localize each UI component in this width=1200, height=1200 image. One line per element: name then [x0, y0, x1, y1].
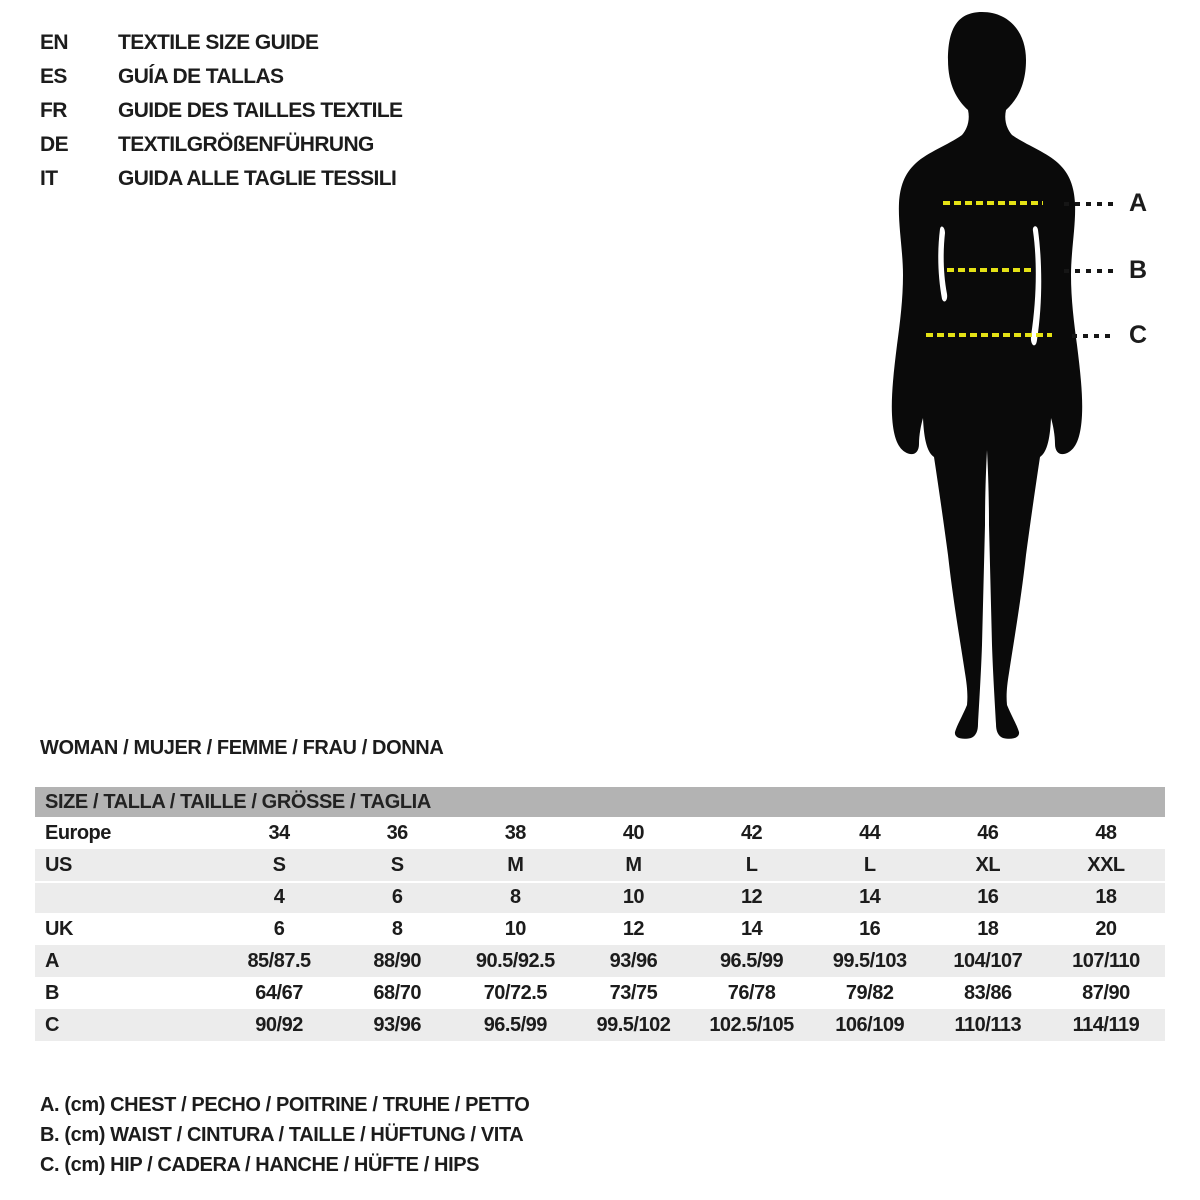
size-cell: 73/75 [609, 981, 658, 1004]
size-cell: 4 [273, 885, 285, 908]
size-cell: 90.5/92.5 [475, 949, 555, 972]
language-code: FR [40, 99, 67, 122]
size-table-header: SIZE / TALLA / TAILLE / GRÖSSE / TAGLIA [35, 787, 1165, 817]
marker-label-a: A [1128, 189, 1148, 217]
size-cell: 44 [859, 821, 881, 844]
size-cell: 6 [273, 917, 285, 940]
woman-silhouette-figure [860, 5, 1120, 740]
waist-measure-dash-yellow [947, 268, 1035, 272]
row-label: A [45, 949, 59, 972]
size-cell: 14 [859, 885, 881, 908]
size-cell: 99.5/102 [596, 1013, 671, 1036]
row-label: C [45, 1013, 59, 1036]
size-cell: 70/72.5 [483, 981, 547, 1004]
size-cell: 48 [1095, 821, 1117, 844]
size-cell: 34 [268, 821, 290, 844]
language-row [40, 60, 402, 94]
size-cell: 85/87.5 [247, 949, 311, 972]
marker-label-b: B [1128, 256, 1148, 284]
size-cell: M [507, 853, 524, 876]
size-cell: 99.5/103 [832, 949, 907, 972]
language-title: GUIDA ALLE TAGLIE TESSILI [118, 167, 397, 190]
row-label: Europe [45, 821, 111, 844]
language-title-block [40, 26, 402, 196]
language-code: DE [40, 133, 68, 156]
size-cell: S [390, 853, 404, 876]
size-cell: 16 [859, 917, 881, 940]
size-cell: 96.5/99 [719, 949, 784, 972]
language-row [40, 94, 402, 128]
hip-measure-dash-yellow [926, 333, 1052, 337]
table-row-waist-b [35, 977, 1165, 1009]
size-cell: 20 [1095, 917, 1117, 940]
marker-label-c: C [1128, 321, 1148, 349]
legend-line-chest: A. (cm) CHEST / PECHO / POITRINE / TRUHE / PETTO [40, 1094, 530, 1116]
size-cell: L [745, 853, 758, 876]
hip-leader-dots [1072, 334, 1116, 338]
row-label: B [45, 981, 59, 1004]
row-label: UK [45, 917, 73, 940]
size-cell: 38 [504, 821, 526, 844]
waist-leader-dots [1064, 269, 1116, 273]
size-cell: 87/90 [1082, 981, 1130, 1004]
table-row-us-numeric [35, 881, 1165, 913]
measurement-legend [40, 1090, 529, 1180]
size-cell: 18 [1095, 885, 1117, 908]
chest-measure-dash-yellow [943, 201, 1043, 205]
size-cell: L [863, 853, 876, 876]
table-row-chest-a [35, 945, 1165, 977]
size-cell: 68/70 [373, 981, 421, 1004]
size-cell: 76/78 [727, 981, 776, 1004]
size-cell: 18 [977, 917, 999, 940]
size-cell: S [272, 853, 286, 876]
size-cell: 106/109 [835, 1013, 905, 1036]
size-cell: 12 [740, 885, 763, 908]
language-row [40, 162, 402, 196]
size-cell: 40 [622, 821, 645, 844]
size-cell: 46 [977, 821, 999, 844]
size-cell: 10 [622, 885, 645, 908]
language-title: GUIDE DES TAILLES TEXTILE [118, 99, 403, 122]
legend-line-waist: B. (cm) WAIST / CINTURA / TAILLE / HÜFTUNG / VITA [40, 1124, 524, 1146]
language-title: TEXTILGRÖßENFÜHRUNG [118, 133, 374, 156]
language-row [40, 128, 402, 162]
size-cell: 93/96 [609, 949, 658, 972]
size-cell: 96.5/99 [483, 1013, 547, 1036]
size-cell: 36 [386, 821, 408, 844]
size-cell: 8 [391, 917, 403, 940]
size-cell: 114/119 [1072, 1013, 1140, 1036]
language-row [40, 26, 402, 60]
size-cell: XL [975, 853, 1001, 876]
size-cell: 79/82 [845, 981, 894, 1004]
size-cell: 42 [740, 821, 763, 844]
size-table [35, 787, 1165, 1041]
size-cell: 6 [391, 885, 403, 908]
language-code: IT [40, 167, 58, 190]
size-cell: 12 [622, 917, 645, 940]
legend-line-hip: C. (cm) HIP / CADERA / HANCHE / HÜFTE / HIPS [40, 1154, 480, 1176]
language-title: TEXTILE SIZE GUIDE [118, 31, 319, 54]
size-cell: 64/67 [255, 981, 303, 1004]
size-cell: 8 [510, 885, 521, 908]
size-cell: 10 [504, 917, 526, 940]
size-cell: 16 [977, 885, 999, 908]
size-cell: XXL [1087, 853, 1125, 876]
language-code: EN [40, 31, 68, 54]
size-cell: 104/107 [953, 949, 1023, 972]
size-cell: 93/96 [373, 1013, 421, 1036]
table-row-uk [35, 913, 1165, 945]
size-cell: M [625, 853, 642, 876]
size-cell: 110/113 [954, 1013, 1022, 1036]
language-title: GUÍA DE TALLAS [118, 65, 284, 88]
size-cell: 14 [740, 917, 763, 940]
row-label: US [45, 853, 72, 876]
size-cell: 88/90 [373, 949, 421, 972]
section-title-woman: WOMAN / MUJER / FEMME / FRAU / DONNA [40, 737, 444, 759]
size-cell: 90/92 [255, 1013, 303, 1036]
table-row-hip-c [35, 1009, 1165, 1041]
table-row-us-letter [35, 849, 1165, 881]
chest-leader-dots [1064, 202, 1116, 206]
size-cell: 102.5/105 [709, 1013, 794, 1036]
language-code: ES [40, 65, 67, 88]
table-row-europe [35, 817, 1165, 849]
size-cell: 107/110 [1072, 949, 1140, 972]
size-cell: 83/86 [964, 981, 1012, 1004]
